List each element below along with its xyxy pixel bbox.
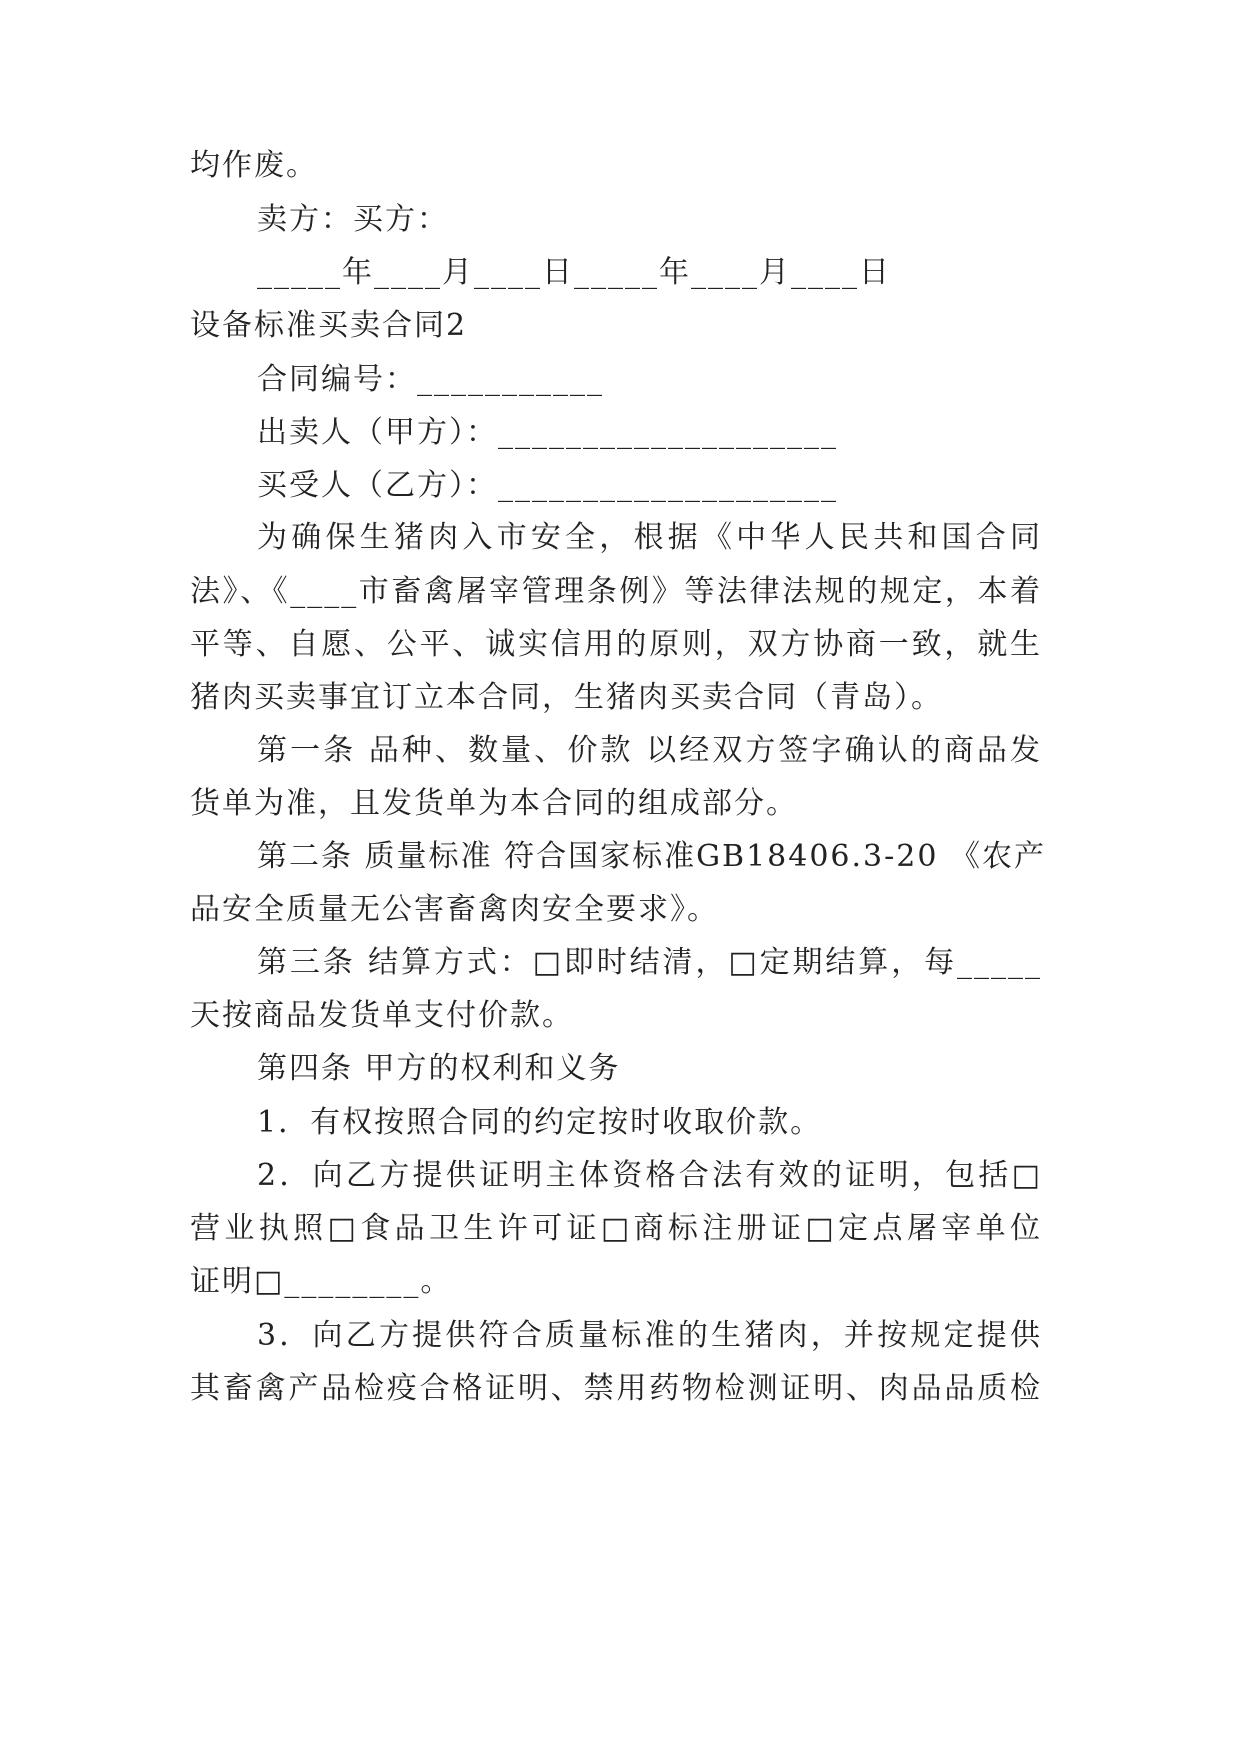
clause-line: 3．向乙方提供符合质量标准的生猪肉，并按规定提供 [257,1318,1042,1353]
paragraph-line: 法》、《____市畜禽屠宰管理条例》等法律法规的规定，本着 [190,574,1042,609]
text-line: 卖方：买方： [257,202,449,237]
article-4-heading: 第四条 甲方的权利和义务 [257,1051,621,1086]
article-1-line: 货单为准，且发货单为本合同的组成部分。 [190,786,798,821]
clause-line: 1．有权按照合同的约定按时收取价款。 [257,1105,823,1140]
date-line: _____年____月____日_____年____月____日 [257,255,891,290]
clause-line: 营业执照□食品卫生许可证□商标注册证□定点屠宰单位 [190,1211,1042,1246]
contract-number-line: 合同编号：___________ [257,362,604,397]
paragraph-line: 猪肉买卖事宜订立本合同，生猪肉买卖合同（青岛）。 [190,680,943,715]
paragraph-line: 为确保生猪肉入市安全，根据《中华人民共和国合同 [257,520,1042,555]
article-2-line: 品安全质量无公害畜禽肉安全要求》。 [190,892,719,927]
clause-line: 2．向乙方提供证明主体资格合法有效的证明，包括□ [257,1158,1042,1193]
seller-line: 出卖人（甲方）：____________________ [257,415,838,450]
text-line: 均作废。 [190,148,318,183]
clause-line: 其畜禽产品检疫合格证明、禁用药物检测证明、肉品品质检 [190,1371,1042,1406]
buyer-line: 买受人（乙方）：____________________ [257,468,838,503]
paragraph-line: 平等、自愿、公平、诚实信用的原则，双方协商一致，就生 [190,627,1042,662]
article-1-line: 第一条 品种、数量、价款 以经双方签字确认的商品发 [257,733,1042,768]
article-2-line: 第二条 质量标准 符合国家标准GB18406.3-20 《农产 [257,839,1046,874]
article-3-line: 天按商品发货单支付价款。 [190,998,574,1033]
article-3-line: 第三条 结算方式：□即时结清，□定期结算，每_____ [257,945,1042,980]
section-title: 设备标准买卖合同2 [190,308,468,343]
clause-line: 证明□________。 [190,1264,453,1299]
